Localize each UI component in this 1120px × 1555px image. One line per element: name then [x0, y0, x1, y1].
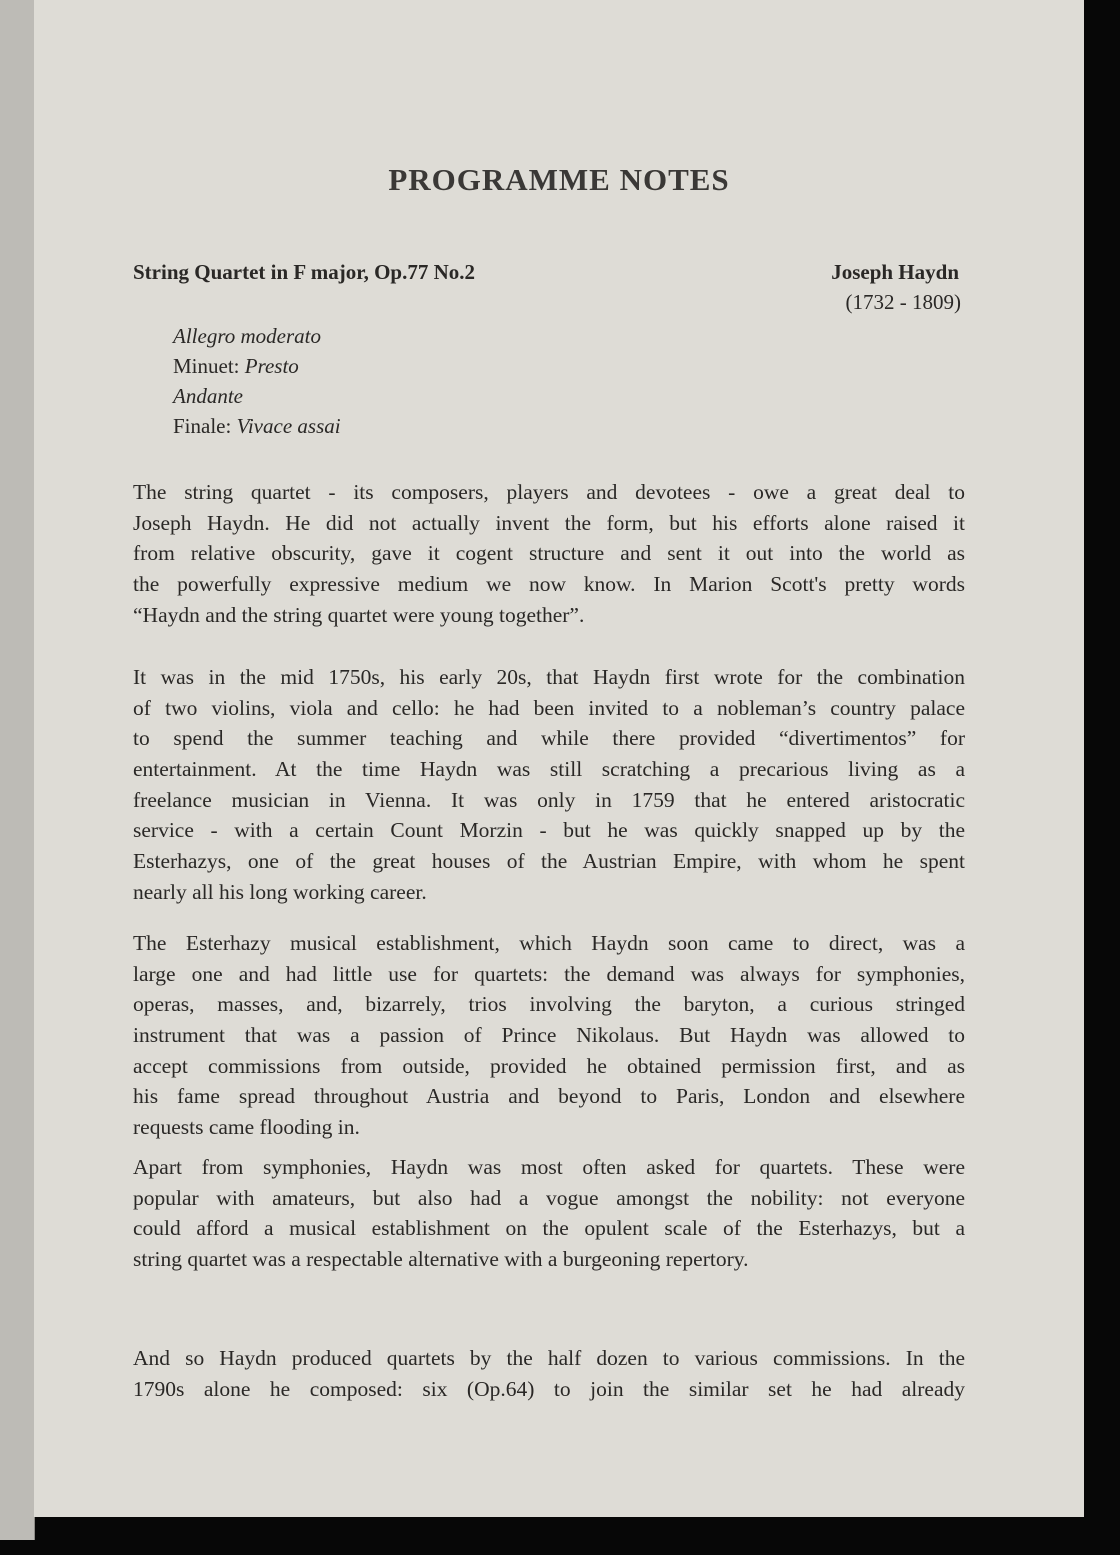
text-line: service - with a certain Count Morzin - but he was quickly snapped up by the — [133, 818, 965, 843]
movement-tempo: Allegro moderato — [173, 324, 321, 348]
movement-tempo: Andante — [173, 384, 243, 408]
text-line: The Esterhazy musical establishment, which Haydn soon came to direct, was a — [133, 931, 965, 955]
movement-item — [173, 381, 341, 411]
book-gutter — [0, 0, 35, 1540]
text-line: Joseph Haydn. He did not actually invent the form, but his efforts alone raised it — [133, 510, 965, 535]
movement-list — [173, 321, 341, 441]
text-line: Apart from symphonies, Haydn was most often asked for quartets. These were — [133, 1155, 965, 1179]
movement-label: Minuet: — [173, 354, 245, 378]
text-line: And so Haydn produced quartets by the half dozen to various commissions. In the — [133, 1346, 965, 1370]
text-line: “Haydn and the string quartet were young together”. — [133, 602, 585, 627]
composer-name: Joseph Haydn — [831, 260, 959, 284]
movement-item — [173, 321, 341, 351]
text-line: could afford a musical establishment on the opulent scale of the Esterhazys, but a — [133, 1216, 965, 1241]
text-line: popular with amateurs, but also had a vogue amongst the nobility: not everyone — [133, 1185, 965, 1210]
text-line: the powerfully expressive medium we now know. In Marion Scott's pretty words — [133, 572, 965, 597]
text-line: The string quartet - its composers, players and devotees - owe a great deal to — [133, 480, 965, 504]
body-paragraph — [133, 662, 965, 908]
text-line: requests came flooding in. — [133, 1115, 360, 1140]
text-line: entertainment. At the time Haydn was still scratching a precarious living as a — [133, 757, 965, 782]
movement-item — [173, 351, 341, 381]
text-line: freelance musician in Vienna. It was only in 1759 that he entered aristocratic — [133, 787, 965, 812]
movement-tempo: Vivace assai — [236, 414, 341, 438]
text-line: Esterhazys, one of the great houses of the Austrian Empire, with whom he spent — [133, 849, 965, 874]
text-line: operas, masses, and, bizarrely, trios involving the baryton, a curious stringed — [133, 992, 965, 1017]
text-line: instrument that was a passion of Prince Nikolaus. But Haydn was allowed to — [133, 1023, 965, 1048]
text-line: large one and had little use for quartets: the demand was always for symphonies, — [133, 961, 965, 986]
text-line: to spend the summer teaching and while there provided “divertimentos” for — [133, 726, 965, 751]
text-line: string quartet was a respectable alternative with a burgeoning repertory. — [133, 1247, 749, 1272]
text-line: of two violins, viola and cello: he had been invited to a nobleman’s country palace — [133, 695, 965, 720]
text-line: from relative obscurity, gave it cogent structure and sent it out into the world as — [133, 541, 965, 566]
movement-item — [173, 411, 341, 441]
text-line: his fame spread throughout Austria and beyond to Paris, London and elsewhere — [133, 1084, 965, 1109]
body-paragraph — [133, 1152, 965, 1275]
text-line: 1790s alone he composed: six (Op.64) to join the similar set he had already — [133, 1376, 965, 1401]
body-paragraph — [133, 477, 965, 630]
work-title: String Quartet in F major, Op.77 No.2 — [133, 260, 476, 284]
text-line: nearly all his long working career. — [133, 879, 427, 904]
body-paragraph — [133, 928, 965, 1143]
text-line: It was in the mid 1750s, his early 20s, that Haydn first wrote for the combination — [133, 665, 965, 689]
document-page — [34, 0, 1084, 1517]
body-paragraph — [133, 1343, 965, 1404]
movement-label: Finale: — [173, 414, 237, 438]
movement-tempo: Presto — [244, 354, 299, 378]
text-line: accept commissions from outside, provided he obtained permission first, and as — [133, 1053, 965, 1078]
composer-dates: (1732 - 1809) — [845, 290, 961, 314]
page-title: PROGRAMME NOTES — [388, 162, 730, 197]
